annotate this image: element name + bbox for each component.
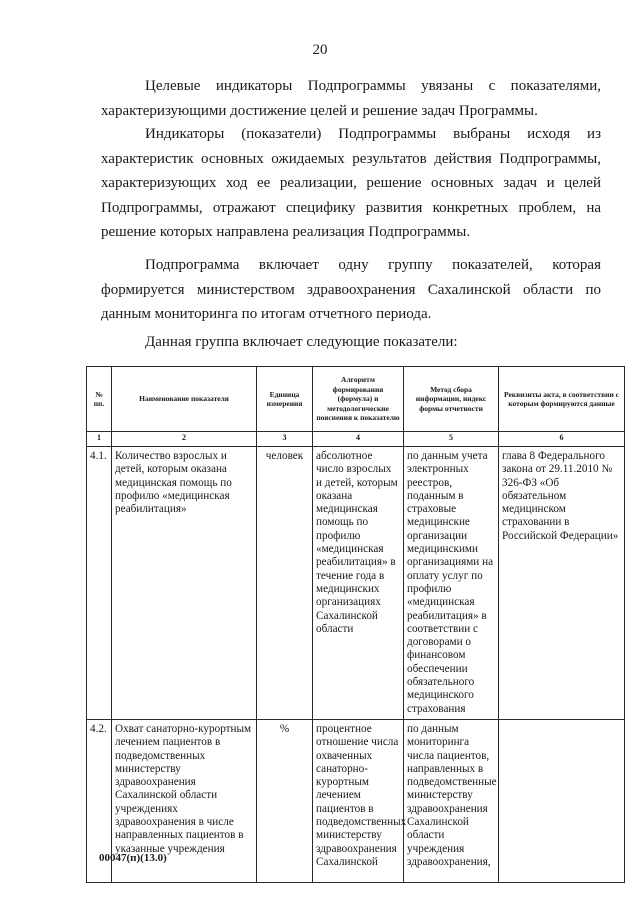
row-act-details [499,719,625,882]
document-code: 00047(п)(13.0) [99,852,167,864]
table-row [87,719,625,882]
page-number: 20 [312,42,328,58]
row-collection-method: по данным учета электронных реестров, поданным в страховые медицинские организации медицинскими организациями на оплату услуг по профилю «медицинская реабилитация» в соответствии с договорами о финансовом обеспечении обязательного медицинского страхования [404,447,499,720]
row-unit: человек [257,447,313,720]
row-number: 4.2. [87,719,112,882]
header-algorithm: Алгоритм формирования (формула) и методологические пояснения к показателю [313,367,404,432]
row-indicator-name: Количество взрослых и детей, которым оказана медицинская помощь по профилю «медицинская реабилитация» [112,447,257,720]
table-header-row [87,367,625,432]
column-number: 1 [87,432,112,447]
column-number: 4 [313,432,404,447]
column-numbers-row [87,432,625,447]
indicators-table [86,366,625,883]
row-indicator-name: Охват санаторно-курортным лечением пациентов в подведомственных министерству здравоохранения Сахалинской области учреждениях здравоохранения в числе направленных пациентов в указанные учреждения [112,719,257,882]
paragraph-indicator-group: Подпрограмма включает одну группу показателей, которая формируется министерством здравоохранения Сахалинской области по данным мониторинга по итогам отчетного периода. [101,257,601,322]
indicators-table-wrapper [86,366,624,883]
table-row [87,447,625,720]
paragraph-indicators-linked: Целевые индикаторы Подпрограммы увязаны с показателями, характеризующими достижение целей и решение задач Программы. [101,78,601,119]
header-unit: Единица измерения [257,367,313,432]
row-unit: % [257,719,313,882]
row-act-details: глава 8 Федерального закона от 29.11.2010 № 326-ФЗ «Об обязательном медицинском страховании в Российской Федерации» [499,447,625,720]
paragraph-table-intro: Данная группа включает следующие показатели: [145,334,458,350]
header-number: № пп. [87,367,112,432]
header-indicator-name: Наименование показателя [112,367,257,432]
row-algorithm: абсолютное число взрослых и детей, которым оказана медицинская помощь по профилю «медицинская реабилитация» в течение года в медицинских организациях Сахалинской области [313,447,404,720]
header-collection-method: Метод сбора информации, индекс формы отчетности [404,367,499,432]
column-number: 2 [112,432,257,447]
row-algorithm: процентное отношение числа охваченных санаторно-курортным лечением пациентов в подведомственных министерству здравоохранения Сахалинской [313,719,404,882]
column-number: 5 [404,432,499,447]
row-collection-method: по данным мониторинга числа пациентов, направленных в подведомственные министерству здравоохранения Сахалинской области учреждения здравоохранения, [404,719,499,882]
column-number: 6 [499,432,625,447]
row-number: 4.1. [87,447,112,720]
column-number: 3 [257,432,313,447]
header-act-details: Реквизиты акта, в соответствии с которым формируются данные [499,367,625,432]
paragraph-indicators-selected: Индикаторы (показатели) Подпрограммы выбраны исходя из характеристик основных ожидаемых результатов действия Подпрограммы, характеризующих ход ее реализации, решение основных задач и целей Подпрограммы, отражают специфику развития конкретных проблем, на решение которых направлена реализация Подпрограммы. [101,126,601,240]
